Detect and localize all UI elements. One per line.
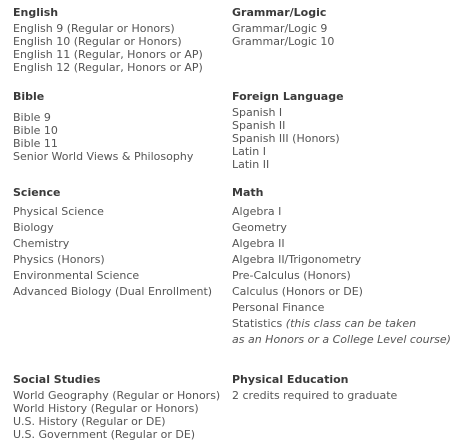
english-heading: English [13, 6, 59, 19]
course-item: English 11 (Regular, Honors or AP) [13, 48, 203, 61]
course-item: Physics (Honors) [13, 253, 105, 266]
math-heading: Math [232, 186, 264, 199]
course-item: Advanced Biology (Dual Enrollment) [13, 285, 213, 298]
course-item: Senior World Views & Philosophy [13, 150, 194, 163]
course-item: Chemistry [13, 237, 70, 250]
math-section [232, 186, 451, 348]
statistics-note: (this class can be taken [285, 317, 417, 330]
course-item: Bible 10 [13, 124, 58, 137]
science-section [13, 186, 212, 300]
statistics-note-continued: as an Honors or a College Level course) [232, 333, 451, 346]
statistics-label: Statistics [232, 317, 283, 330]
course-item: English 9 (Regular or Honors) [13, 22, 175, 35]
course-item: Grammar/Logic 9 [232, 22, 328, 35]
course-item: English 10 (Regular or Honors) [13, 35, 182, 48]
grammar-logic-section [232, 6, 334, 48]
physical-education-heading: Physical Education [232, 373, 349, 386]
course-item: Environmental Science [13, 269, 140, 282]
physical-education-course-list [232, 389, 397, 402]
bible-course-list [13, 111, 193, 163]
course-item: Latin II [232, 158, 270, 171]
social-studies-heading: Social Studies [13, 373, 101, 386]
course-item: Physical Science [13, 205, 104, 218]
science-heading: Science [13, 186, 61, 199]
course-item: English 12 (Regular, Honors or AP) [13, 61, 203, 74]
grammar-logic-course-list [232, 22, 334, 48]
bible-heading: Bible [13, 90, 45, 103]
foreign-language-section [232, 90, 344, 171]
foreign-language-heading: Foreign Language [232, 90, 344, 103]
course-item: Algebra II/Trigonometry [232, 253, 362, 266]
course-item: U.S. Government (Regular or DE) [13, 428, 196, 441]
physical-education-section [232, 373, 397, 402]
bible-section [13, 90, 193, 163]
course-item: U.S. History (Regular or DE) [13, 415, 166, 428]
course-item: World History (Regular or Honors) [13, 402, 199, 415]
course-item: Algebra II [232, 237, 285, 250]
course-item: Bible 11 [13, 137, 58, 150]
social-studies-course-list [13, 389, 220, 441]
course-item: Calculus (Honors or DE) [232, 285, 363, 298]
course-item: Pre-Calculus (Honors) [232, 269, 351, 282]
course-item: Spanish I [232, 106, 283, 119]
english-section [13, 6, 203, 74]
foreign-language-course-list [232, 106, 344, 171]
course-item: Latin I [232, 145, 266, 158]
math-course-list [232, 204, 451, 348]
course-item: Geometry [232, 221, 287, 234]
english-course-list [13, 22, 203, 74]
course-item: Biology [13, 221, 54, 234]
course-item: Algebra I [232, 205, 282, 218]
social-studies-section [13, 373, 220, 441]
statistics-item [232, 316, 451, 332]
course-item: Bible 9 [13, 111, 51, 124]
course-item: 2 credits required to graduate [232, 389, 398, 402]
course-item: World Geography (Regular or Honors) [13, 389, 221, 402]
course-item: Grammar/Logic 10 [232, 35, 335, 48]
course-item: Spanish III (Honors) [232, 132, 340, 145]
grammar-logic-heading: Grammar/Logic [232, 6, 327, 19]
science-course-list [13, 204, 212, 300]
course-item: Spanish II [232, 119, 286, 132]
course-item: Personal Finance [232, 301, 325, 314]
